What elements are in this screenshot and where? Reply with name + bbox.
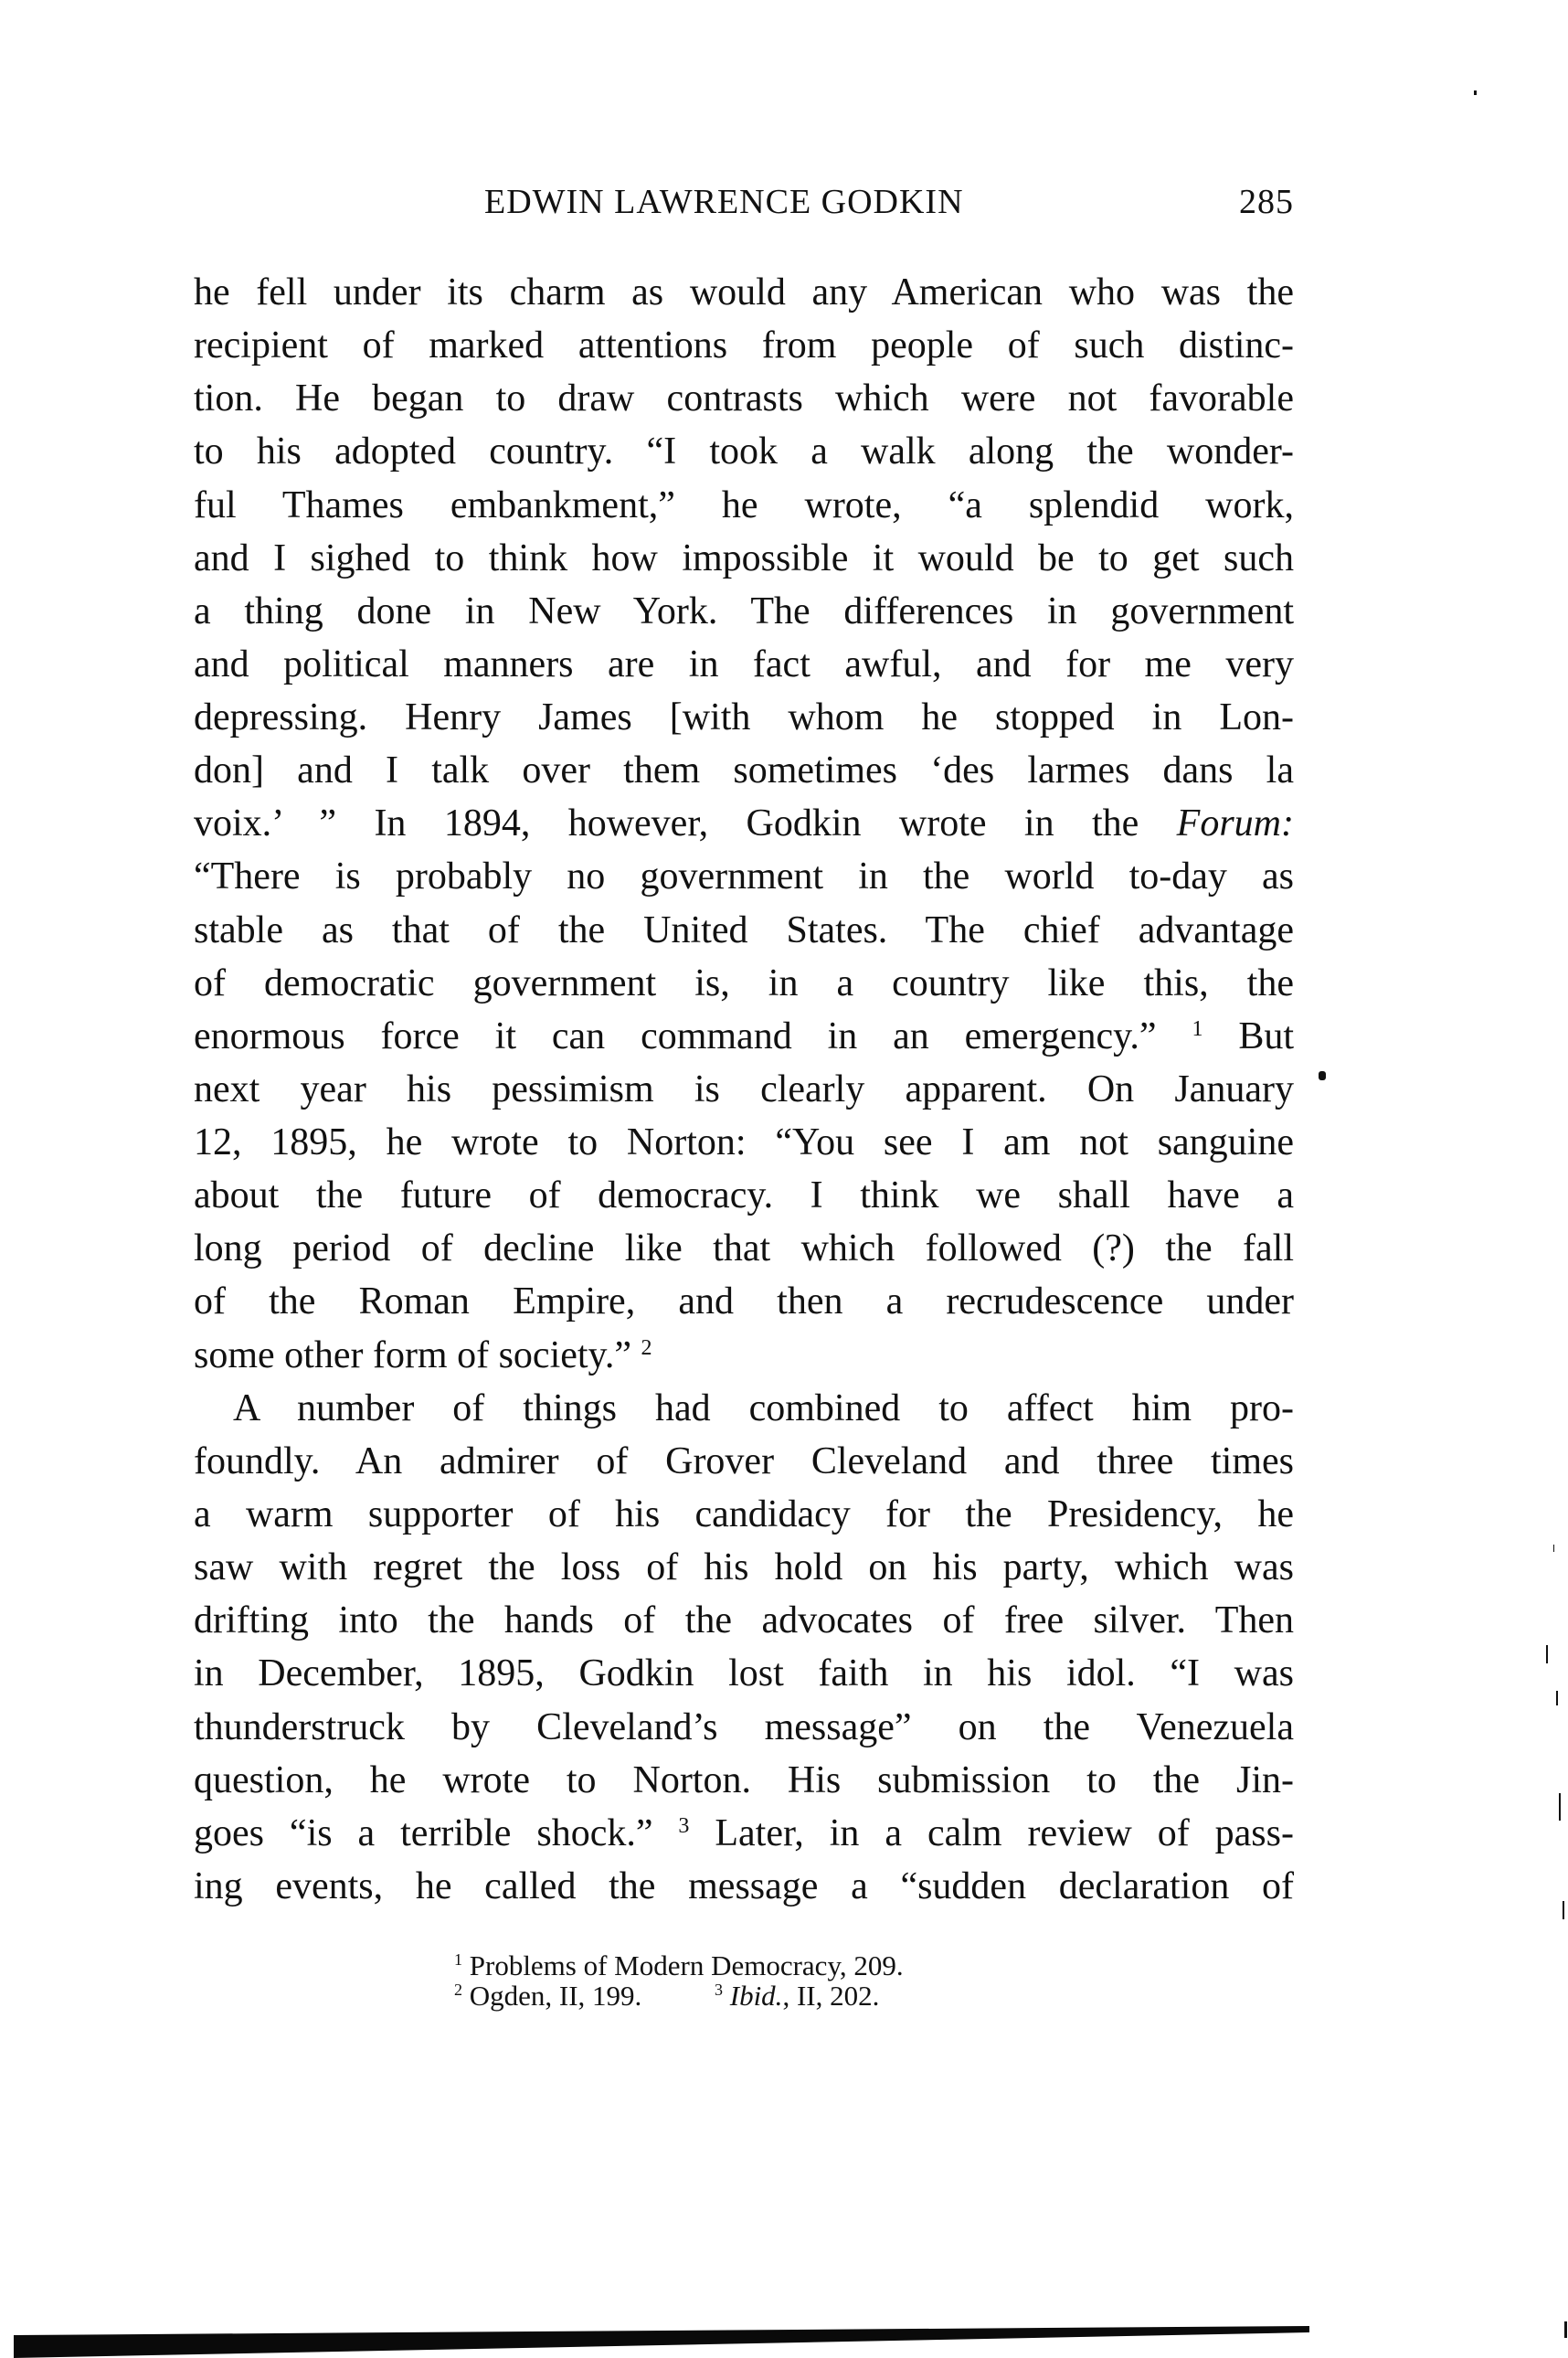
text-run: goes “is a terrible shock.”: [194, 1811, 679, 1854]
text-run: of the Roman Empire, and then a recrudescence under: [194, 1280, 1294, 1323]
text-line: [194, 585, 1294, 638]
text-line: [194, 904, 1294, 957]
text-run: foundly. An admirer of Grover Cleveland and three times: [194, 1439, 1294, 1482]
text-run: “There is probably no government in the world to-day as: [194, 855, 1294, 898]
footnote-mark: 3: [715, 1981, 723, 1999]
footnote-reference: 1: [1192, 1016, 1203, 1041]
footnote-line-1: [454, 1950, 1039, 1981]
text-line: [194, 1222, 1294, 1275]
text-run: recipient of marked attentions from people of such distinc-: [194, 324, 1294, 367]
text-line: [194, 266, 1294, 319]
text-line: [194, 1010, 1294, 1063]
running-head: [484, 179, 1294, 225]
scan-edge-shadow: [14, 2326, 1309, 2358]
text-run: 12, 1895, he wrote to Norton: “You see I am not sanguine: [194, 1121, 1294, 1164]
text-run: in December, 1895, Godkin lost faith in his idol. “I was: [194, 1652, 1294, 1695]
text-line: [194, 1754, 1294, 1807]
text-run: long period of decline like that which followed (?) the fall: [194, 1227, 1294, 1270]
text-run: drifting into the hands of the advocates of free silver. Then: [194, 1599, 1294, 1642]
italic-text: Forum:: [1176, 802, 1294, 845]
footnote-text: [730, 1980, 880, 2012]
text-run: Ogden, II, 199.: [469, 1980, 642, 2012]
scan-speck: [1319, 1071, 1326, 1080]
text-run: depressing. Henry James [with whom he stopped in Lon-: [194, 696, 1294, 739]
text-line: [194, 1541, 1294, 1594]
text-line: [194, 1169, 1294, 1222]
footnote-reference: 2: [641, 1335, 652, 1360]
footnote-mark: 1: [454, 1950, 462, 1969]
text-line: [194, 1594, 1294, 1647]
text-line: [194, 1435, 1294, 1488]
scan-speck: [1556, 1691, 1558, 1705]
text-line: [233, 1382, 1294, 1435]
text-run: stable as that of the United States. The chief advantage: [194, 908, 1294, 951]
text-run: ing events, he called the message a “sudden declaration of: [194, 1864, 1294, 1907]
text-run: enormous force it can command in an emergency.”: [194, 1014, 1192, 1057]
footnote-3: [715, 1981, 879, 2011]
footnotes: [454, 1950, 1039, 2011]
scan-speck: [1559, 1793, 1561, 1821]
footnote-reference: 3: [678, 1813, 690, 1838]
text-run: a thing done in New York. The differences in government: [194, 590, 1294, 632]
text-line: [194, 1701, 1294, 1754]
scan-speck: [1546, 1645, 1548, 1663]
text-line: [194, 1275, 1294, 1328]
text-run: thunderstruck by Cleveland’s message” on the Venezuela: [194, 1705, 1294, 1748]
text-line: [194, 479, 1294, 532]
text-run: Later, in a calm review of pass-: [689, 1811, 1294, 1854]
text-line: [194, 850, 1294, 903]
text-line: [194, 1860, 1294, 1913]
text-line: [194, 372, 1294, 425]
footnote-1: [454, 1949, 904, 1981]
footnote-mark: 2: [454, 1981, 462, 1999]
footnote-2: [454, 1980, 641, 2012]
scan-speck: [1563, 1901, 1564, 1919]
text-line: [194, 532, 1294, 585]
scan-speck: [1553, 1545, 1554, 1552]
text-run: about the future of democracy. I think we shall have a: [194, 1174, 1294, 1217]
text-run: and I sighed to think how impossible it would be to get such: [194, 536, 1294, 579]
text-run: ful Thames embankment,” he wrote, “a splendid work,: [194, 483, 1294, 526]
text-run: and political manners are in fact awful, and for me very: [194, 643, 1294, 685]
scan-speck: [1564, 2321, 1567, 2338]
text-run: voix.’ ” In 1894, however, Godkin wrote in the: [194, 802, 1177, 845]
text-line: [194, 1488, 1294, 1541]
text-line: [194, 319, 1294, 372]
italic-text: Ibid.: [729, 1980, 783, 2012]
text-line: [194, 1647, 1294, 1700]
text-run: he fell under its charm as would any American who was the: [194, 271, 1294, 313]
text-line: [194, 1807, 1294, 1860]
text-line: [194, 638, 1294, 691]
text-line: [194, 1063, 1294, 1116]
text-line: [194, 691, 1294, 744]
footnote-line-2: [454, 1981, 1039, 2011]
text-run: But: [1202, 1014, 1295, 1057]
footnote-text: [470, 1949, 904, 1981]
text-run: some other form of society.”: [194, 1333, 641, 1376]
text-line: [194, 744, 1294, 797]
page-number: 285: [1239, 183, 1294, 221]
text-run: to his adopted country. “I took a walk along the wonder-: [194, 430, 1294, 473]
scan-speck: [1474, 90, 1477, 95]
footnote-text: [470, 1980, 642, 2012]
running-head-title: EDWIN LAWRENCE GODKIN: [484, 183, 964, 221]
text-run: saw with regret the loss of his hold on his party, which was: [194, 1546, 1294, 1589]
text-line: [194, 797, 1294, 850]
text-run: don] and I talk over them sometimes ‘des larmes dans la: [194, 749, 1294, 792]
text-run: question, he wrote to Norton. His submission to the Jin-: [194, 1758, 1294, 1801]
text-run: a warm supporter of his candidacy for the Presidency, he: [194, 1492, 1294, 1535]
text-run: A number of things had combined to affect him pro-: [233, 1386, 1294, 1429]
scan-edge-bar: [14, 2326, 1439, 2358]
text-line: [194, 425, 1294, 478]
text-line: [194, 957, 1294, 1010]
text-run: tion. He began to draw contrasts which were not favorable: [194, 377, 1294, 420]
text-run: of democratic government is, in a country like this, the: [194, 961, 1294, 1004]
text-run: , II, 202.: [782, 1980, 880, 2012]
text-line: [194, 1116, 1294, 1169]
text-run: next year his pessimism is clearly apparent. On January: [194, 1067, 1294, 1110]
text-line: [194, 1329, 1294, 1382]
text-run: Problems of Modern Democracy, 209.: [469, 1949, 904, 1981]
